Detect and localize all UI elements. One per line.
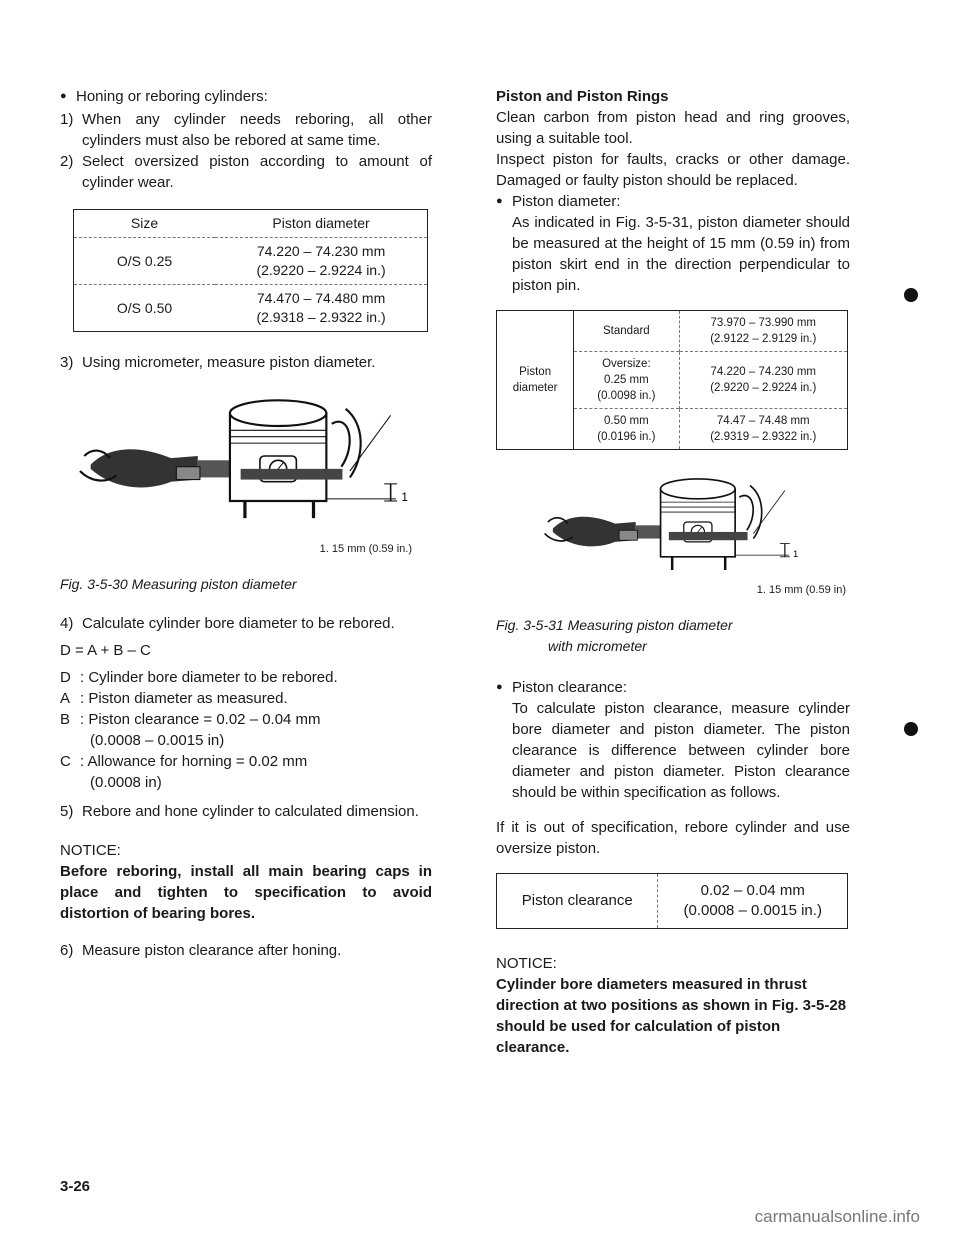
- oversize-table: [73, 209, 428, 332]
- step-1-text: When any cylinder needs reboring, all other cylinders must also be rebored at same time.: [82, 111, 432, 149]
- step-4: 4) Calculate cylinder bore diameter to be rebored.: [60, 615, 395, 632]
- punch-hole-marker: [904, 722, 918, 736]
- step-5-text: Rebore and hone cylinder to calculated dimension.: [82, 803, 419, 820]
- notice-title: NOTICE:: [60, 842, 121, 859]
- definition-item: [60, 667, 432, 688]
- definition-value-cont: (0.0008 – 0.0015 in): [90, 732, 225, 749]
- fig-callout-1: 1: [401, 491, 408, 504]
- oversize-label-line2: 0.25 mm: [603, 374, 649, 386]
- paragraph-inspect: Inspect piston for faults, cracks or other damage. Damaged or faulty piston should be replaced.: [496, 151, 850, 189]
- cell-clearance-label: Piston clearance: [497, 874, 658, 929]
- definition-value: : Allowance for horning = 0.02 mm: [80, 753, 308, 770]
- paragraph-out-of-spec: If it is out of specification, rebore cylinder and use oversize piston.: [496, 819, 850, 857]
- definition-item: [60, 751, 432, 772]
- cell-diameter-mm: 74.470 – 74.480 mm: [256, 290, 386, 306]
- header-size: Size: [130, 215, 159, 231]
- figure-3-5-31: [496, 464, 850, 580]
- cell-size: O/S 0.25: [74, 238, 216, 285]
- oversize2-label-line2: (0.0196 in.): [597, 431, 656, 443]
- cell-standard-label: Standard: [574, 311, 679, 352]
- notice-body: Cylinder bore diameters measured in thrust direction at two positions as shown in Fig. 3-5-28 should be used for calculation of piston clearance.: [496, 976, 847, 1056]
- definition-key: A: [60, 690, 71, 707]
- definitions-list: [60, 667, 432, 793]
- oversize-label-line1: Oversize:: [602, 358, 651, 370]
- step-6: 6) Measure piston clearance after honing.: [60, 942, 342, 959]
- right-column: [496, 86, 850, 1058]
- definition-value: : Cylinder bore diameter to be rebored.: [80, 669, 338, 686]
- definition-key: D: [60, 669, 71, 686]
- notice-title: NOTICE:: [496, 955, 557, 972]
- figure-caption: Fig. 3-5-30 Measuring piston diameter: [60, 576, 297, 592]
- definition-key: C: [60, 753, 71, 770]
- formula: D = A + B – C: [60, 642, 151, 659]
- table-row: [74, 285, 428, 332]
- cell-diameter: [215, 238, 427, 285]
- definition-value: : Piston clearance = 0.02 – 0.04 mm: [80, 711, 321, 728]
- cell-diameter: [215, 285, 427, 332]
- table-header-row: [74, 210, 428, 238]
- left-column: [60, 86, 432, 961]
- definition-item: [60, 688, 432, 709]
- cell-diameter-in: (2.9220 – 2.9224 in.): [256, 262, 386, 278]
- cell-diameter-in: (2.9318 – 2.9322 in.): [256, 309, 386, 325]
- definition-value: : Piston diameter as measured.: [80, 690, 288, 707]
- figure-note: 1. 15 mm (0.59 in): [756, 584, 846, 596]
- cell-value-mm: 74.47 – 74.48 mm: [716, 415, 810, 427]
- definition-item: [60, 709, 432, 730]
- row-label-piston-diameter: Piston diameter: [497, 311, 574, 450]
- step-1: 1) When any cylinder needs reboring, all other cylinders must also be rebored at same time.: [60, 111, 432, 149]
- cell-clearance-value: [658, 874, 848, 929]
- cell-diameter-mm: 74.220 – 74.230 mm: [256, 243, 386, 259]
- paragraph-clean: Clean carbon from piston head and ring grooves, using a suitable tool.: [496, 109, 850, 147]
- figure-caption-line1: Fig. 3-5-31 Measuring piston diameter: [496, 617, 733, 633]
- step-3-text: Using micrometer, measure piston diameter.: [82, 354, 376, 371]
- cell-standard-value: [679, 311, 847, 352]
- cell-size: O/S 0.50: [74, 285, 216, 332]
- cell-value-mm: 73.970 – 73.990 mm: [710, 317, 816, 329]
- notice-body: Before reboring, install all main bearing caps in place and tighten to specification to avoid distortion of bearing bores.: [60, 863, 432, 922]
- bullet-piston-diameter-body: As indicated in Fig. 3-5-31, piston diameter should be measured at the height of 15 mm (0.59 in) from piston skirt end in the direction perpendicular to piston pin.: [512, 214, 850, 294]
- header-piston-diameter: Piston diameter: [272, 215, 370, 231]
- page-number: 3-26: [60, 1178, 91, 1195]
- cell-value-in: (2.9122 – 2.9129 in.): [710, 333, 817, 345]
- step-2: 2) Select oversized piston according to amount of cylinder wear.: [60, 153, 432, 191]
- cell-value-mm: 74.220 – 74.230 mm: [710, 366, 816, 378]
- step-6-text: Measure piston clearance after honing.: [82, 942, 342, 959]
- cell-value-mm: 0.02 – 0.04 mm: [700, 882, 805, 899]
- table-row: [74, 238, 428, 285]
- step-5: 5) Rebore and hone cylinder to calculated dimension.: [60, 803, 419, 820]
- step-3: 3) Using micrometer, measure piston diameter.: [60, 354, 376, 371]
- table-row: [497, 311, 848, 352]
- bullet-piston-clearance-body: To calculate piston clearance, measure cylinder bore diameter and piston diameter. The piston clearance is difference between cylinder bore diameter and piston diameter. Piston clearance should be within specification as follows.: [512, 700, 850, 801]
- oversize-label-line3: (0.0098 in.): [597, 390, 656, 402]
- cell-value-in: (0.0008 – 0.0015 in.): [683, 902, 822, 919]
- section-title: Piston and Piston Rings: [496, 88, 669, 105]
- piston-clearance-table: [496, 873, 848, 929]
- fig-callout-1: 1: [793, 548, 799, 559]
- step-4-text: Calculate cylinder bore diameter to be rebored.: [82, 615, 395, 632]
- definition-value-cont: (0.0008 in): [90, 774, 162, 791]
- cell-value-in: (2.9319 – 2.9322 in.): [710, 431, 817, 443]
- honing-heading: ● Honing or reboring cylinders:: [60, 86, 432, 107]
- cell-value-in: (2.9220 – 2.9224 in.): [710, 382, 817, 394]
- bullet-piston-diameter: ● Piston diameter:: [496, 191, 850, 212]
- piston-micrometer-illustration: [496, 464, 850, 580]
- cell-oversize-value: [679, 352, 847, 409]
- punch-hole-marker: [904, 288, 918, 302]
- table-row: [497, 874, 848, 929]
- definition-key: B: [60, 711, 71, 728]
- bullet-piston-clearance: ● Piston clearance:: [496, 677, 850, 698]
- cell-oversize2-label: [574, 409, 679, 450]
- cell-oversize-label: [574, 352, 679, 409]
- watermark: carmanualsonline.info: [754, 1207, 920, 1226]
- figure-caption-line2: with micrometer: [548, 638, 647, 654]
- figure-3-5-30: [60, 381, 432, 539]
- piston-micrometer-illustration: [60, 381, 432, 531]
- cell-oversize2-value: [679, 409, 847, 450]
- step-2-text: Select oversized piston according to amount of cylinder wear.: [82, 153, 432, 191]
- oversize2-label-line1: 0.50 mm: [603, 415, 649, 427]
- piston-diameter-table: [496, 310, 848, 450]
- figure-note: 1. 15 mm (0.59 in.): [319, 543, 412, 555]
